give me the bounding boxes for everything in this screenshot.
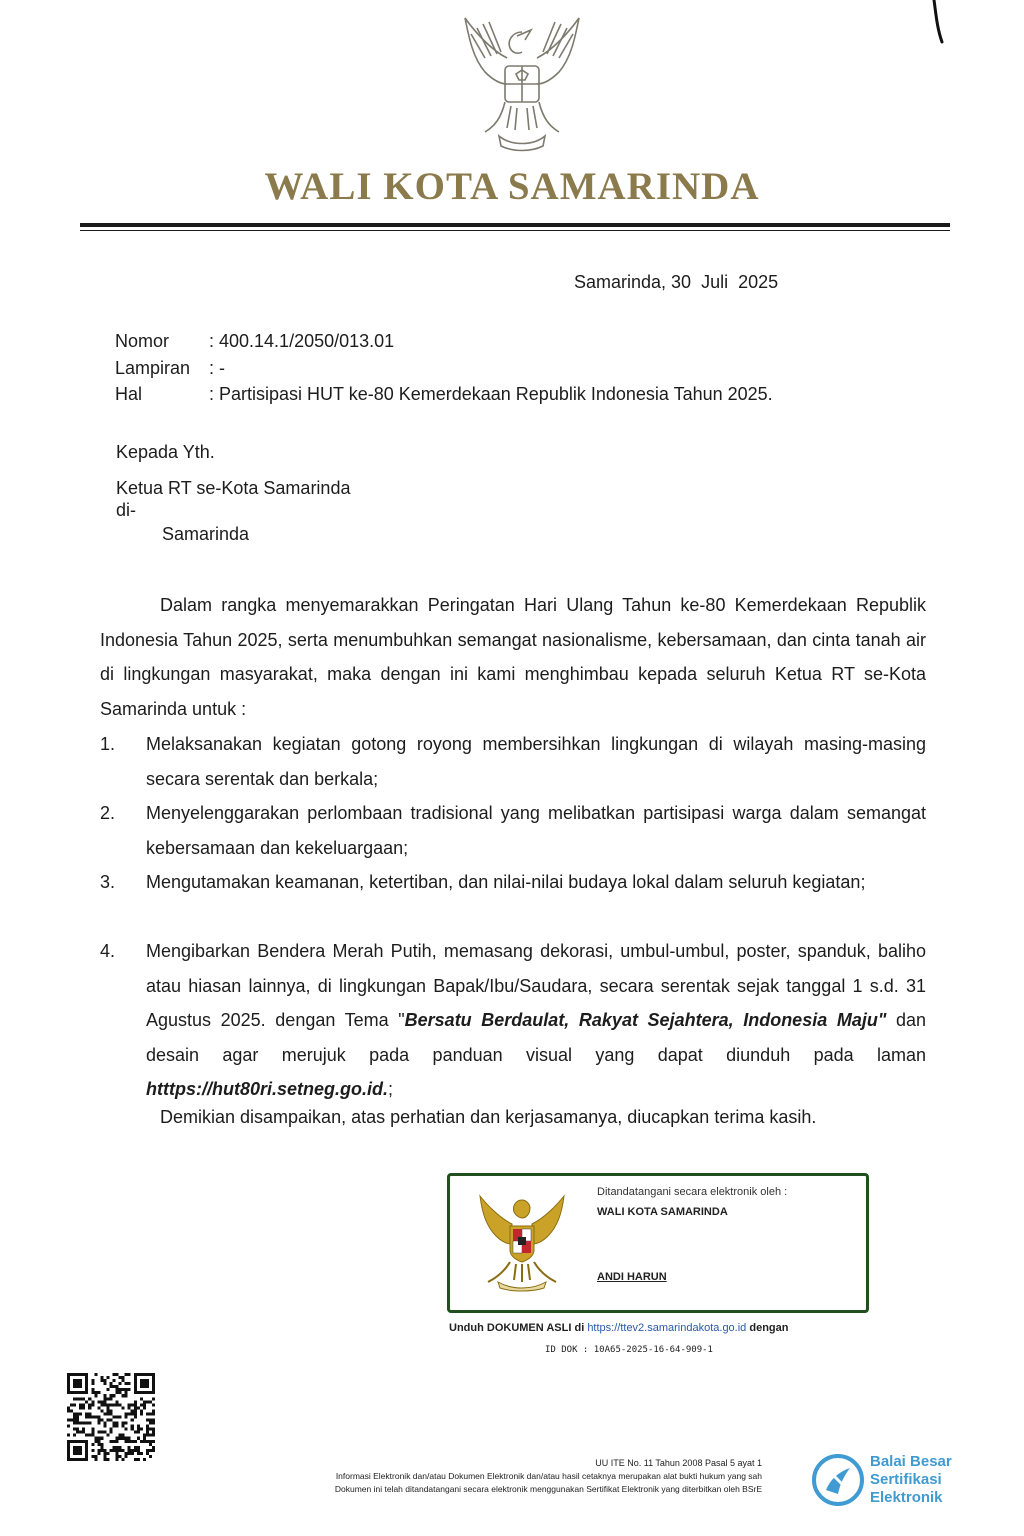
download-suffix: dengan (746, 1322, 789, 1334)
bsre-line-2: Sertifikasi (870, 1471, 942, 1488)
closing-sentence: Demikian disampaikan, atas perhatian dan kerjasamanya, diucapkan terima kasih. (160, 1107, 817, 1127)
download-original-line (449, 1322, 788, 1334)
bsre-name (870, 1453, 952, 1507)
nomor-label: Nomor (115, 331, 170, 351)
list-item-text: Menyelenggarakan perlombaan tradisional yang melibatkan partisipasi warga dalam semangat kebersamaan dan kekeluargaan; (146, 803, 926, 858)
bsre-line-1: Balai Besar (870, 1453, 952, 1470)
garuda-color-emblem-icon (476, 1192, 568, 1292)
hal-label: Hal (115, 384, 143, 404)
letterhead-title: WALI KOTA SAMARINDA (264, 165, 760, 208)
hal-value: : Partisipasi HUT ke-80 Kemerdekaan Republik Indonesia Tahun 2025. (209, 384, 773, 404)
list-item-number: 3. (100, 872, 116, 892)
legal-note-2: Dokumen ini telah ditandatangani secara elektronik menggunakan Sertifikat Elektronik yang diterbitkan oleh BSrE (334, 1484, 762, 1494)
recipient-salutation: Kepada Yth. (116, 442, 215, 462)
item-4-text-b: dan desain agar merujuk pada panduan visual yang dapat diunduh pada laman (146, 1010, 926, 1065)
list-item-text: Melaksanakan kegiatan gotong royong membersihkan lingkungan di wilayah masing-masing secara serentak dan berkala; (146, 734, 926, 789)
intro-paragraph (100, 588, 926, 726)
guideline-url-link[interactable]: htttps://hut80ri.setneg.go.id. (146, 1079, 388, 1099)
lampiran-value: : - (209, 358, 225, 378)
download-url-link[interactable]: https://ttev2.samarindakota.go.id (587, 1322, 747, 1334)
item-4-text-c: ; (388, 1079, 394, 1099)
recipient-name: Ketua RT se-Kota Samarinda (116, 478, 351, 498)
intro-text: Dalam rangka menyemarakkan Peringatan Hari Ulang Tahun ke-80 Kemerdekaan Republik Indonesia Tahun 2025, serta menumbuhkan semangat nasionalisme, kebersamaan, dan cinta tanah air di lingkungan masyarakat, maka dengan ini kami menghimbau kepada seluruh Ketua RT se-Kota Samarinda untuk : (100, 595, 926, 719)
campaign-theme: Bersatu Berdaulat, Rakyat Sejahtera, Indonesia Maju" (404, 1010, 887, 1030)
signature-caption: Ditandatangani secara elektronik oleh : (597, 1186, 788, 1198)
lampiran-label: Lampiran (115, 358, 191, 378)
garuda-emblem-icon (455, 14, 589, 160)
recipient-place: Samarinda (162, 524, 250, 544)
qr-code-icon[interactable] (67, 1373, 155, 1461)
list-item-number: 2. (100, 803, 116, 823)
document-id: ID DOK : 10A65-2025-16-64-909-1 (545, 1345, 713, 1355)
recipient-di: di- (116, 500, 137, 520)
uu-ite-reference: UU ITE No. 11 Tahun 2008 Pasal 5 ayat 1 (595, 1458, 762, 1468)
list-item-number: 1. (100, 734, 116, 754)
list-item (100, 934, 926, 1107)
handwritten-mark (926, 0, 946, 46)
list-item-number: 4. (100, 941, 116, 961)
list-item (100, 865, 926, 900)
bsre-line-3: Elektronik (870, 1489, 943, 1506)
list-item-text (146, 934, 926, 1107)
download-prefix: Unduh DOKUMEN ASLI di (449, 1322, 588, 1334)
signer-name: ANDI HARUN (597, 1271, 667, 1283)
item-4-text-a: Mengibarkan Bendera Merah Putih, memasang dekorasi, umbul-umbul, poster, spanduk, baliho atau hiasan lainnya, di lingkungan Bapak/Ibu/Saudara, secara serentak sejak tanggal 1 s.d. 31 Agustus 2025. dengan Tema " (146, 941, 926, 1030)
legal-note-1: Informasi Elektronik dan/atau Dokumen Elektronik dan/atau hasil cetaknya merupakan alat bukti hukum yang sah (335, 1471, 762, 1481)
bsre-logo-icon (812, 1454, 864, 1506)
list-item (100, 796, 926, 865)
letterhead-rule-thick (80, 223, 950, 227)
signer-office: WALI KOTA SAMARINDA (597, 1206, 728, 1218)
nomor-value: : 400.14.1/2050/013.01 (209, 331, 395, 351)
list-item (100, 727, 926, 796)
list-item-text: Mengutamakan keamanan, ketertiban, dan nilai-nilai budaya lokal dalam seluruh kegiatan; (146, 872, 866, 892)
letterhead-rule-thin (80, 230, 950, 231)
letter-date: Samarinda, 30 Juli 2025 (574, 272, 779, 292)
